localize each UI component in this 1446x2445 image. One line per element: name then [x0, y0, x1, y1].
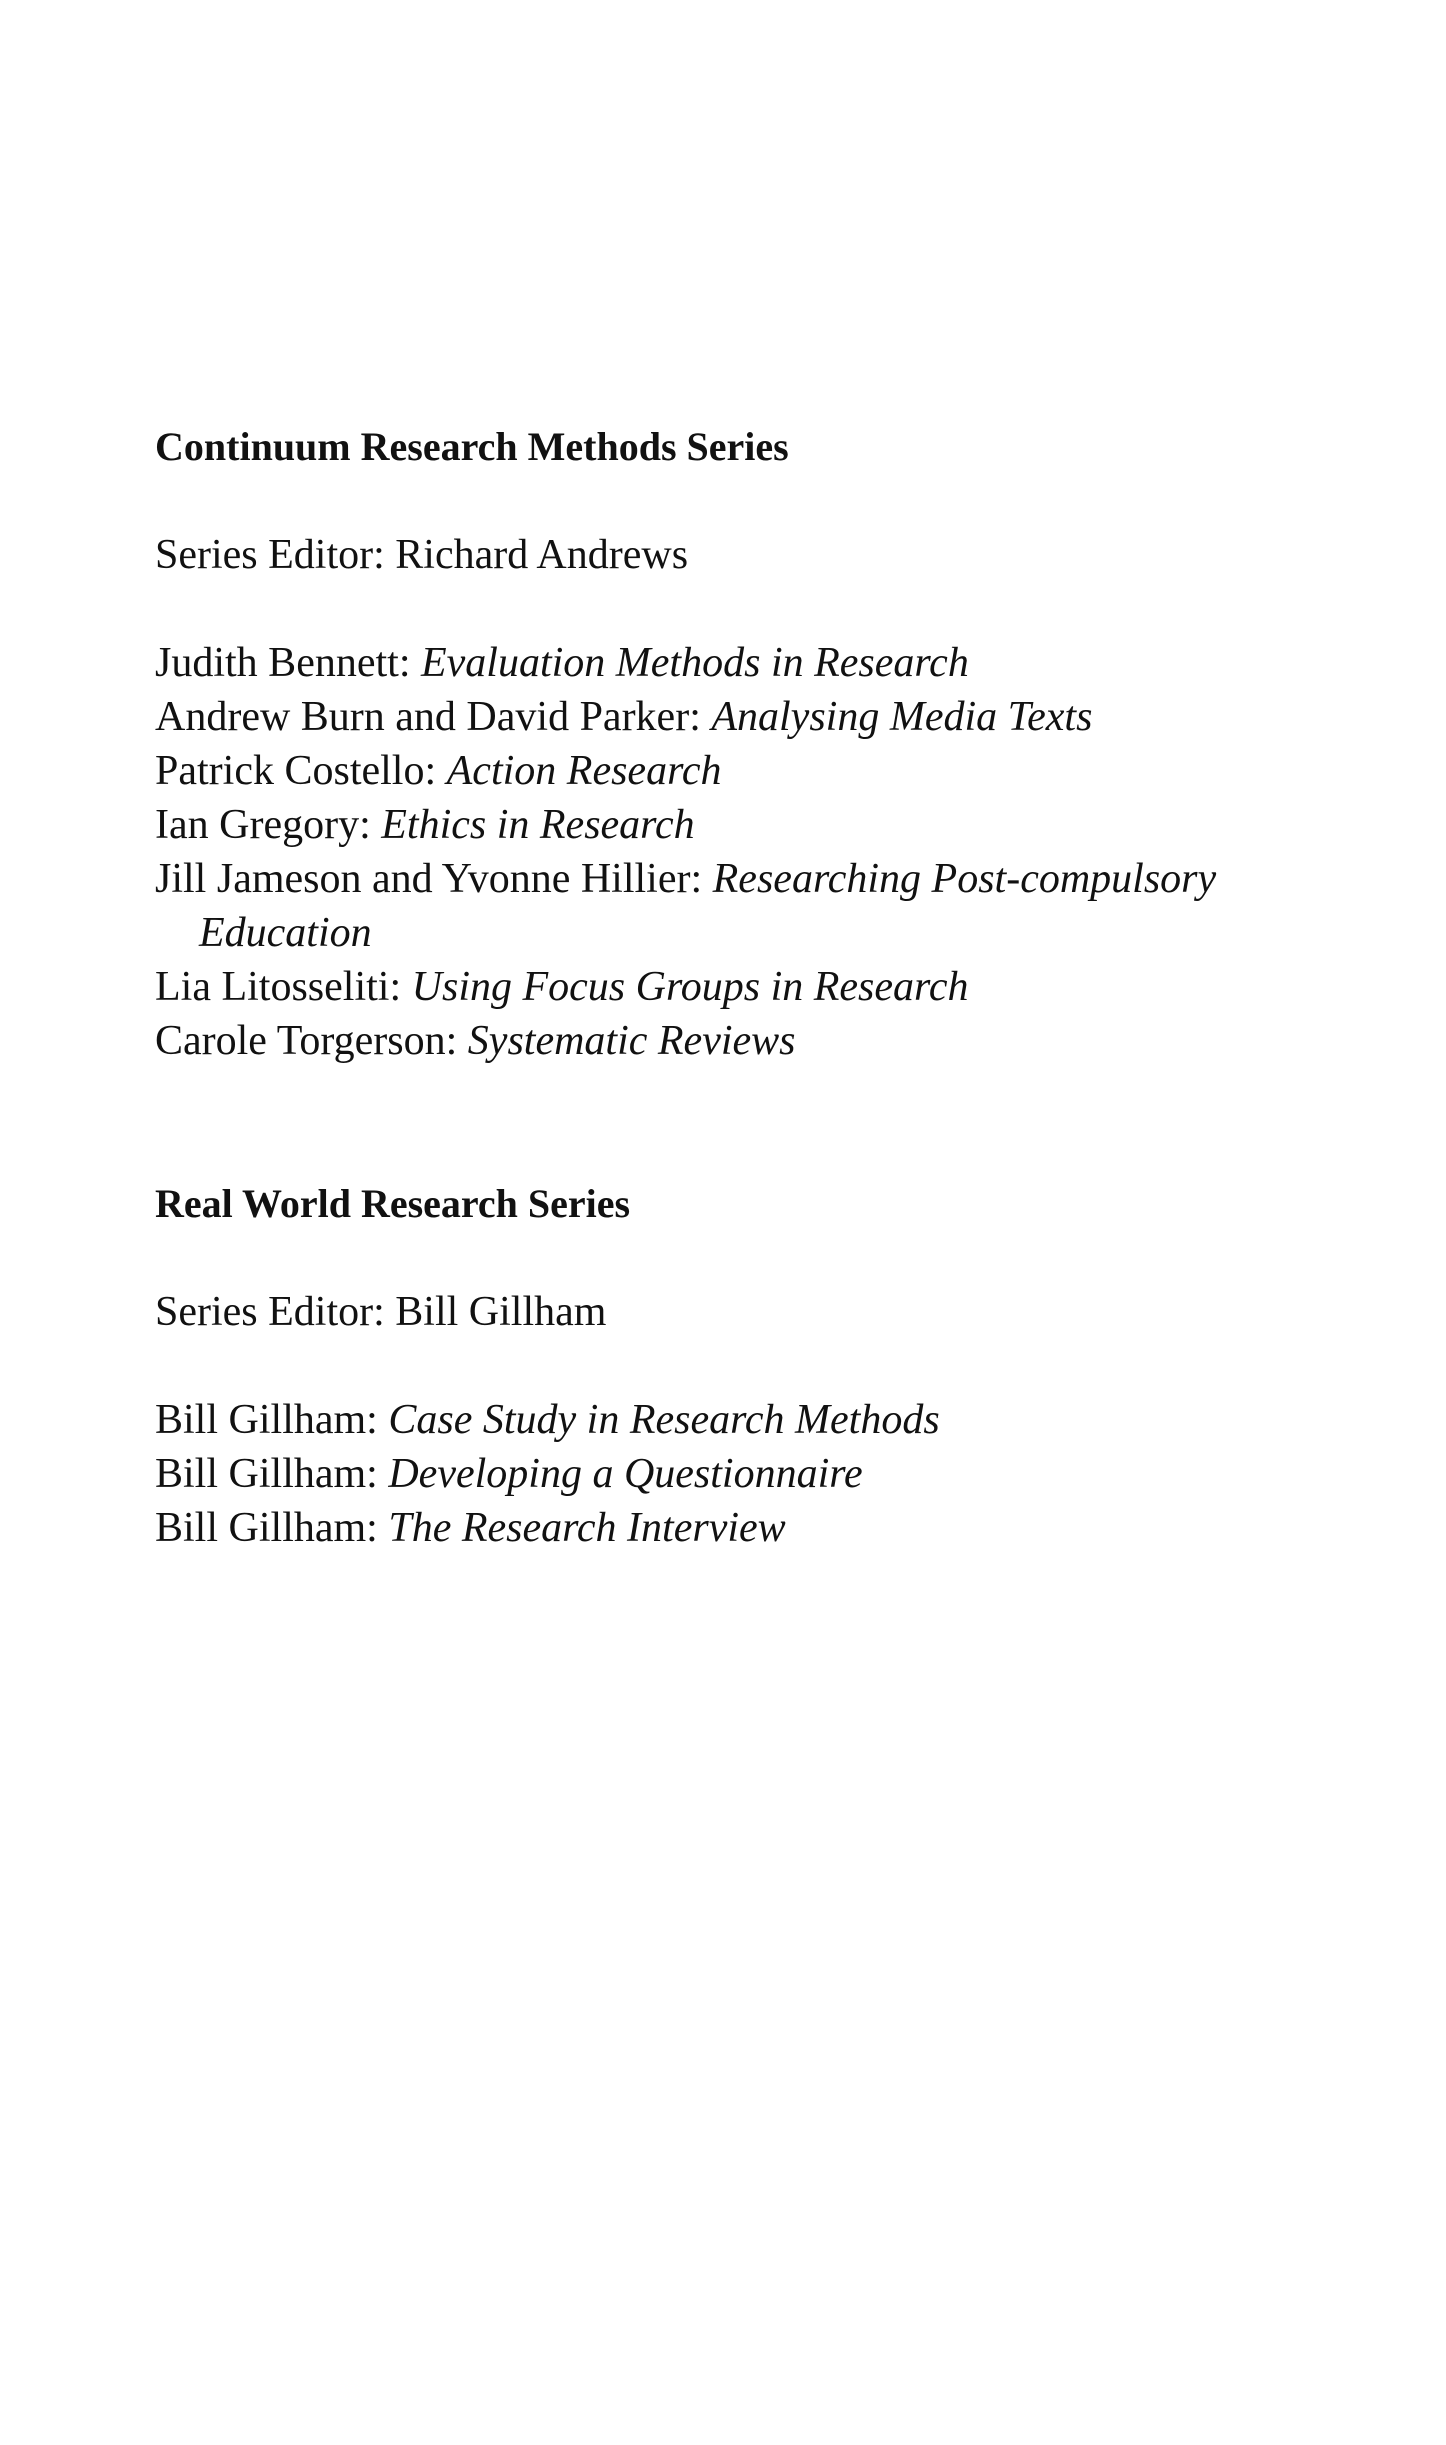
book-title: Evaluation Methods in Research: [421, 640, 969, 686]
real-world-series-section: [155, 1177, 1305, 1555]
book-author: Carole Torgerson:: [155, 1018, 468, 1064]
book-title: Developing a Questionnaire: [388, 1451, 863, 1497]
book-author: Bill Gillham:: [155, 1505, 389, 1551]
book-entry: [155, 798, 1305, 852]
book-title: Systematic Reviews: [467, 1018, 796, 1064]
series-title: Real World Research Series: [155, 1181, 631, 1226]
series-editor: Series Editor: Richard Andrews: [155, 532, 689, 578]
book-entry: [155, 1014, 1305, 1068]
book-author: Judith Bennett:: [155, 640, 421, 686]
book-title: Using Focus Groups in Research: [411, 964, 969, 1010]
book-entry: [155, 1447, 1305, 1501]
book-entry: [155, 1393, 1305, 1447]
book-entry: [155, 1501, 1305, 1555]
book-title: The Research Interview: [388, 1505, 786, 1551]
book-title: Researching Post-compulsory Education: [199, 856, 1217, 956]
series-editor: Series Editor: Bill Gillham: [155, 1289, 607, 1335]
book-entry: [155, 744, 1305, 798]
book-author: Andrew Burn and David Parker:: [155, 694, 712, 740]
book-author: Patrick Costello:: [155, 748, 447, 794]
book-title: Action Research: [446, 748, 722, 794]
book-title: Ethics in Research: [381, 802, 695, 848]
book-entry: [155, 852, 1305, 960]
book-author: Bill Gillham:: [155, 1397, 389, 1443]
book-entry: [155, 960, 1305, 1014]
book-entry: [155, 690, 1305, 744]
book-title: Case Study in Research Methods: [388, 1397, 940, 1443]
book-author: Bill Gillham:: [155, 1451, 389, 1497]
book-author: Jill Jameson and Yvonne Hillier:: [155, 856, 713, 902]
book-author: Lia Litosseliti:: [155, 964, 412, 1010]
book-author: Ian Gregory:: [155, 802, 382, 848]
continuum-series-section: [155, 420, 1305, 1068]
book-entry: [155, 636, 1305, 690]
book-list: [155, 1393, 1305, 1555]
book-list: [155, 636, 1305, 1068]
book-title: Analysing Media Texts: [711, 694, 1093, 740]
series-title: Continuum Research Methods Series: [155, 424, 789, 469]
